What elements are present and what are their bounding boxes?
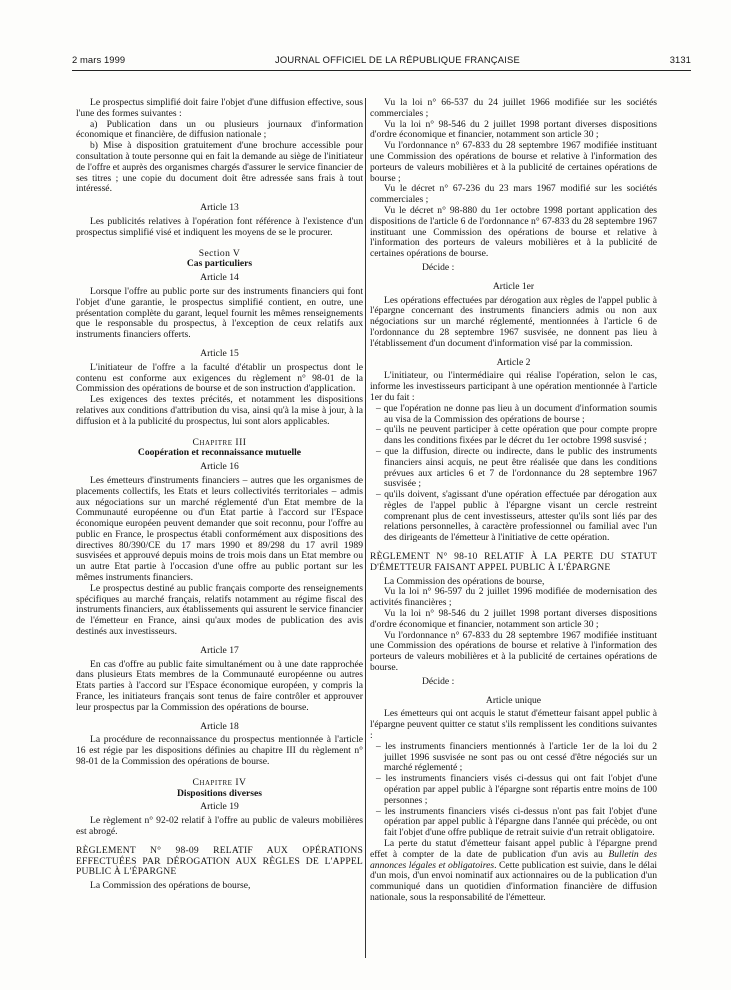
article-heading: Article 1er: [492, 280, 535, 292]
paragraph: Le règlement n° 92-02 relatif à l'offre au public de valeurs mobilières est abrogé.: [76, 815, 363, 838]
article-heading: Article 18: [200, 720, 239, 732]
list-item: – qu'ils doivent, s'agissant d'une opération effectuée par dérogation aux règles de l'appel public à l'épargne visant un cercle restreint comprenant plus de cent investisseurs, attester qu'ils sont liés par des relations personnelles, à caractère professionnel ou familial avec l'un des dirigeants de l'émetteur à l'initiative de cette opération.: [376, 489, 657, 544]
page-header: [72, 54, 691, 65]
regulation-title: RÈGLEMENT N° 98-10 RELATIF À LA PERTE DU STATUT D'ÉMETTEUR FAISANT APPEL PUBLIC À L'ÉPARGNE: [370, 551, 657, 573]
article-heading: Article 2: [496, 356, 531, 368]
paragraph: [370, 839, 657, 904]
paragraph: Les exigences des textes précités, et notamment les dispositions relatives aux conditions d'attribution du visa, ainsi qu'à la mise à jour, à la diffusion et à la publicité du prospectus, lui sont alors applicables.: [76, 394, 363, 427]
paragraph: Vu l'ordonnance n° 67-833 du 28 septembre 1967 modifiée instituant une Commission des opérations de bourse et relative à l'information des porteurs de valeurs mobilières et à la publicité de certaines opérations de bourse.: [370, 629, 657, 674]
paragraph: Vu la loi n° 96-597 du 2 juillet 1996 modifiée de modernisation des activités financières ;: [370, 586, 657, 609]
list-item: – que l'opération ne donne pas lieu à un document d'information soumis au visa de la Commission des opérations de bourse ;: [376, 402, 657, 425]
paragraph: Les émetteurs d'instruments financiers – autres que les organismes de placements collectifs, les Etats et leurs collectivités territoriales – admis aux négociations sur un marché réglementé d'un Etat membre de la Communauté européenne ou d'un Etat partie à l'accord sur l'Espace économique européen peuvent demander que soit reconnu, pour l'offre au public en France, le prospectus établi conformément aux dispositions des directives 80/390/CE du 17 mars 1990 et 89/298 du 17 avril 1989 susvisées et approuvé depuis moins de trois mois dans un Etat membre ou un autre Etat partie à l'occasion d'une offre au public portant sur les mêmes instruments financiers.: [76, 474, 363, 584]
column-divider: [365, 98, 366, 958]
header-title: JOURNAL OFFICIEL DE LA RÉPUBLIQUE FRANÇAISE: [275, 54, 520, 65]
list-item: – les instruments financiers visés ci-dessus n'ont pas fait l'objet d'une opération par appel public à l'épargne dans l'année qui précède, ou ont fait l'objet d'une offre publique de retrait suivie d'un retrait obligatoire.: [376, 805, 657, 839]
paragraph: La procédure de reconnaissance du prospectus mentionnée à l'article 16 est régie par les dispositions définies au chapitre III du règlement n° 98-01 de la Commission des opérations de bourse.: [76, 734, 363, 768]
chapter-heading: Chapitre III: [192, 436, 247, 448]
left-column: [76, 98, 363, 892]
article-heading: Article 15: [200, 347, 239, 359]
decide-label: Décide :: [422, 675, 455, 687]
article-heading: Article unique: [485, 694, 542, 706]
paragraph: En cas d'offre au public faite simultanément ou à une date rapprochée dans plusieurs Etats membres de la Communauté européenne ou autres Etats parties à l'accord sur l'Espace économique européen, y compris la France, les initiateurs français sont tenus de faire contrôler et approuver leur prospectus par la Commission des opérations de bourse.: [76, 658, 363, 713]
decide-label: Décide :: [422, 261, 455, 273]
paragraph: Lorsque l'offre au public porte sur des instruments financiers qui font l'objet d'une garantie, le prospectus simplifié contient, en outre, une présentation complète du garant, lequel fournit les mêmes renseignements que le responsable du prospectus, à l'exception de ceux relatifs aux instruments financiers offerts.: [76, 285, 363, 341]
chapter-subtitle: Coopération et reconnaissance mutuelle: [137, 447, 302, 459]
header-rule: [72, 70, 691, 71]
list-item: – les instruments financiers mentionnés à l'article 1er de la loi du 2 juillet 1996 susvisée ne sont pas ou ont cessé d'être négociés sur un marché réglementé ;: [376, 740, 657, 774]
list-item: – les instruments financiers visés ci-dessus qui ont fait l'objet d'une opération par appel public à l'épargne sont répartis entre moins de 100 personnes ;: [376, 773, 657, 806]
list-item: – qu'ils ne peuvent participer à cette opération que pour compte propre dans les conditions fixées par le décret du 1er octobre 1998 susvisé ;: [376, 424, 657, 447]
chapter-subtitle: Dispositions diverses: [176, 787, 263, 799]
paragraph: Vu le décret n° 98-880 du 1er octobre 1998 portant application des dispositions de l'article 6 de l'ordonnance n° 67-833 du 28 septembre 1967 instituant une Commission des opérations de bourse et relative à l'information des porteurs de valeurs mobilières et à la publicité de certaines opérations de bourse.: [370, 204, 657, 260]
paragraph-text: La perte du statut d'émetteur faisant appel public à l'épargne prend effet à compter de la date de publication d'un avis au: [370, 838, 657, 860]
section-subtitle: Cas particuliers: [186, 258, 253, 270]
right-column: [370, 98, 657, 904]
paragraph: Les opérations effectuées par dérogation aux règles de l'appel public à l'épargne concernant des instruments financiers admis ou non aux négociations sur un marché réglementé, mentionnées à l'article 6 de l'ordonnance du 28 septembre 1967 susvisée, ne donnent pas lieu à l'établissement d'un document d'information visé par la commission.: [370, 294, 657, 349]
paragraph-text: . Cette publication est suivie, dans le délai d'un mois, d'un envoi nominatif aux actionnaires ou de la publication d'un communiqué dans un quotidien d'information financière de diffusion nationale, sous la responsabilité de l'émetteur.: [370, 859, 657, 903]
bulletin-title: Bulletin des annonces légales et obligatoires: [370, 848, 658, 871]
paragraph: a) Publication dans un ou plusieurs journaux d'information économique et financière, de diffusion nationale ;: [76, 118, 363, 141]
header-date: 2 mars 1999: [72, 54, 126, 65]
article-heading: Article 14: [200, 272, 239, 284]
paragraph: La Commission des opérations de bourse,: [384, 575, 545, 587]
list-item: – que la diffusion, directe ou indirecte, dans le public des instruments financiers ainsi acquis, ne peut être réalisée que dans les conditions prévues aux articles 6 et 7 de l'ordonnance du 28 septembre 1967 susvisée ;: [376, 445, 657, 490]
paragraph: Vu la loi n° 98-546 du 2 juillet 1998 portant diverses dispositions d'ordre économique et financier, notamment son article 30 ;: [370, 608, 657, 630]
article-heading: Article 17: [200, 644, 239, 656]
paragraph: Les publicités relatives à l'opération font référence à l'existence d'un prospectus simplifié visé et indiquent les moyens de se le procurer.: [76, 215, 363, 238]
section-heading: Section V: [198, 247, 241, 259]
chapter-heading: Chapitre IV: [192, 776, 247, 788]
paragraph: L'initiateur, ou l'intermédiaire qui réalise l'opération, selon le cas, informe les investisseurs participant à une opération mentionnée à l'article 1er du fait :: [370, 370, 657, 403]
paragraph: Vu la loi n° 66-537 du 24 juillet 1966 modifiée sur les sociétés commerciales ;: [370, 97, 657, 119]
paragraph: Les émetteurs qui ont acquis le statut d'émetteur faisant appel public à l'épargne peuvent quitter ce statut s'ils remplissent les conditions suivantes :: [370, 708, 657, 742]
article-heading: Article 16: [200, 461, 239, 473]
paragraph: b) Mise à disposition gratuitement d'une brochure accessible pour consultation à toute personne qui en fait la demande au siège de l'initiateur de l'offre et auprès des organismes chargés d'assurer le service financier de ses titres ; une copie du document doit être adressée sans frais à tout intéressé.: [76, 140, 363, 195]
article-heading: Article 13: [200, 202, 239, 214]
paragraph: Vu le décret n° 67-236 du 23 mars 1967 modifié sur les sociétés commerciales ;: [370, 183, 657, 206]
paragraph: Le prospectus simplifié doit faire l'objet d'une diffusion effective, sous l'une des formes suivantes :: [76, 97, 363, 119]
paragraph: L'initiateur de l'offre a la faculté d'établir un prospectus dont le contenu est conforme aux exigences du règlement n° 98-01 de la Commission des opérations de bourse et de son instruction d'application.: [76, 361, 363, 395]
article-heading: Article 19: [200, 801, 239, 813]
paragraph: Vu l'ordonnance n° 67-833 du 28 septembre 1967 modifiée instituant une Commission des opérations de bourse et relative à l'information des porteurs de valeurs mobilières et à la publicité de certaines opérations de bourse ;: [370, 140, 657, 184]
regulation-title: RÈGLEMENT N° 98-09 RELATIF AUX OPÉRATIONS EFFECTUÉES PAR DÉROGATION AUX RÈGLES DE L'APPEL PUBLIC À L'ÉPARGNE: [76, 844, 363, 878]
header-page-number: 3131: [669, 54, 691, 65]
paragraph: Vu la loi n° 98-546 du 2 juillet 1998 portant diverses dispositions d'ordre économique et financier, notamment son article 30 ;: [370, 118, 657, 141]
paragraph: Le prospectus destiné au public français comporte des renseignements spécifiques au marché français, relatifs notamment au régime fiscal des instruments financiers, aux établissements qui assurent le service financier de l'émetteur en France, ainsi qu'aux modes de publication des avis destinés aux investisseurs.: [76, 582, 363, 638]
paragraph: La Commission des opérations de bourse,: [90, 880, 251, 892]
